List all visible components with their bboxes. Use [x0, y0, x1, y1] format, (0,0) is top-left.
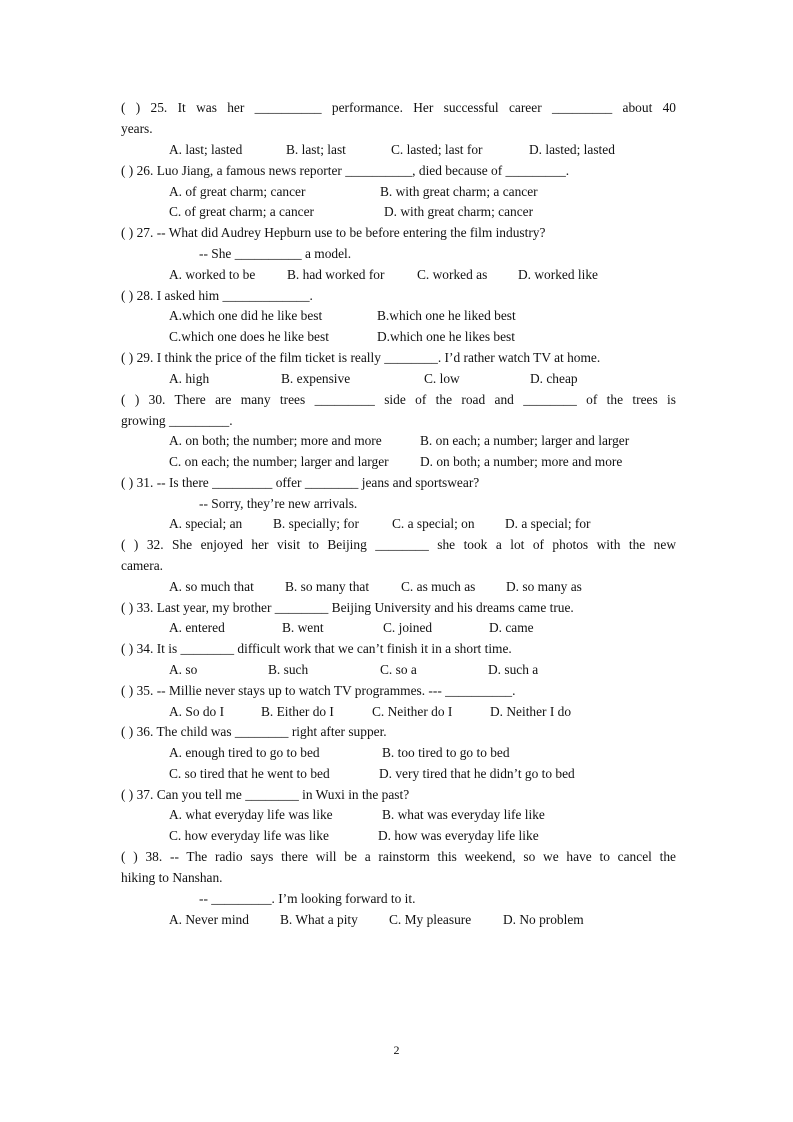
question-34-option-c[interactable]: C. so a	[380, 662, 417, 677]
question-26-option-c[interactable]: C. of great charm; a cancer	[169, 204, 314, 219]
question-36-option-d[interactable]: D. very tired that he didn’t go to bed	[379, 766, 575, 781]
question-30-option-a[interactable]: A. on both; the number; more and more	[169, 433, 382, 448]
question-36-stem: ( ) 36. The child was ________ right after supper.	[121, 724, 387, 739]
question-31-stem: ( ) 31. -- Is there _________ offer ________ jeans and sportswear?	[121, 475, 480, 490]
question-27-option-d[interactable]: D. worked like	[518, 267, 598, 282]
question-34-option-b[interactable]: B. such	[268, 662, 309, 677]
question-38-option-d[interactable]: D. No problem	[503, 912, 584, 927]
question-29-option-c[interactable]: C. low	[424, 371, 460, 386]
question-38-option-c[interactable]: C. My pleasure	[389, 912, 472, 927]
question-31-stem-cont: -- Sorry, they’re new arrivals.	[199, 496, 358, 511]
question-25-stem-cont: years.	[121, 121, 153, 136]
question-30-option-b[interactable]: B. on each; a number; larger and larger	[420, 433, 630, 448]
question-32-stem: ( ) 32. She enjoyed her visit to Beijing ________ she took a lot of photos with the new	[121, 537, 676, 552]
question-30-stem: ( ) 30. There are many trees _________ side of the road and ________ of the trees is	[121, 392, 676, 407]
question-37-option-c[interactable]: C. how everyday life was like	[169, 828, 329, 843]
question-26-stem: ( ) 26. Luo Jiang, a famous news reporter __________, died because of _________.	[121, 163, 570, 178]
question-27-stem-cont: -- She __________ a model.	[199, 246, 352, 261]
question-28-option-d[interactable]: D.which one he likes best	[377, 329, 515, 344]
question-34-stem: ( ) 34. It is ________ difficult work that we can’t finish it in a short time.	[121, 641, 512, 656]
question-35-stem: ( ) 35. -- Millie never stays up to watch TV programmes. --- __________.	[121, 683, 516, 698]
question-29-stem: ( ) 29. I think the price of the film ticket is really ________. I’d rather watch TV at home.	[121, 350, 601, 365]
question-33-option-c[interactable]: C. joined	[383, 620, 433, 635]
question-31-option-b[interactable]: B. specially; for	[273, 516, 359, 531]
question-32-option-d[interactable]: D. so many as	[506, 579, 582, 594]
question-32-option-b[interactable]: B. so many that	[285, 579, 370, 594]
question-37-option-b[interactable]: B. what was everyday life like	[382, 807, 545, 822]
question-36-option-a[interactable]: A. enough tired to go to bed	[169, 745, 320, 760]
question-31-option-a[interactable]: A. special; an	[169, 516, 243, 531]
question-31-option-c[interactable]: C. a special; on	[392, 516, 475, 531]
question-36-option-b[interactable]: B. too tired to go to bed	[382, 745, 510, 760]
question-29-option-b[interactable]: B. expensive	[281, 371, 351, 386]
question-37-option-d[interactable]: D. how was everyday life like	[378, 828, 539, 843]
page-number: 2	[393, 1043, 400, 1057]
question-33-option-b[interactable]: B. went	[282, 620, 324, 635]
question-31-option-d[interactable]: D. a special; for	[505, 516, 591, 531]
question-34-option-a[interactable]: A. so	[169, 662, 198, 677]
question-26-option-a[interactable]: A. of great charm; cancer	[169, 184, 306, 199]
question-34-option-d[interactable]: D. such a	[488, 662, 539, 677]
question-25-option-c[interactable]: C. lasted; last for	[391, 142, 483, 157]
question-35-option-b[interactable]: B. Either do I	[261, 704, 334, 719]
question-30-stem-cont: growing _________.	[121, 413, 233, 428]
question-27-option-c[interactable]: C. worked as	[417, 267, 488, 282]
question-28-option-b[interactable]: B.which one he liked best	[377, 308, 516, 323]
question-25-stem: ( ) 25. It was her __________ performance. Her successful career _________ about 40	[121, 100, 676, 115]
question-25-option-d[interactable]: D. lasted; lasted	[529, 142, 615, 157]
question-33-stem: ( ) 33. Last year, my brother ________ Beijing University and his dreams came true.	[121, 600, 574, 615]
question-32-option-c[interactable]: C. as much as	[401, 579, 476, 594]
question-35-option-a[interactable]: A. So do I	[169, 704, 225, 719]
question-35-option-d[interactable]: D. Neither I do	[490, 704, 572, 719]
question-33-option-d[interactable]: D. came	[489, 620, 534, 635]
question-38-stem-cont: hiking to Nanshan.	[121, 870, 223, 885]
question-28-stem: ( ) 28. I asked him _____________.	[121, 288, 313, 303]
question-26-option-d[interactable]: D. with great charm; cancer	[384, 204, 534, 219]
question-33-option-a[interactable]: A. entered	[169, 620, 225, 635]
question-27-stem: ( ) 27. -- What did Audrey Hepburn use to be before entering the film industry?	[121, 225, 546, 240]
question-37-stem: ( ) 37. Can you tell me ________ in Wuxi in the past?	[121, 787, 410, 802]
question-38-stem: ( ) 38. -- The radio says there will be a rainstorm this weekend, so we have to cancel the	[121, 849, 676, 864]
question-29-option-d[interactable]: D. cheap	[530, 371, 578, 386]
question-36-option-c[interactable]: C. so tired that he went to bed	[169, 766, 330, 781]
question-30-option-c[interactable]: C. on each; the number; larger and larger	[169, 454, 389, 469]
question-27-option-a[interactable]: A. worked to be	[169, 267, 256, 282]
question-28-option-a[interactable]: A.which one did he like best	[169, 308, 323, 323]
question-28-option-c[interactable]: C.which one does he like best	[169, 329, 329, 344]
question-32-option-a[interactable]: A. so much that	[169, 579, 254, 594]
question-25-option-b[interactable]: B. last; last	[286, 142, 346, 157]
question-38-option-b[interactable]: B. What a pity	[280, 912, 358, 927]
question-37-option-a[interactable]: A. what everyday life was like	[169, 807, 333, 822]
question-27-option-b[interactable]: B. had worked for	[287, 267, 385, 282]
question-30-option-d[interactable]: D. on both; a number; more and more	[420, 454, 623, 469]
question-29-option-a[interactable]: A. high	[169, 371, 210, 386]
question-35-option-c[interactable]: C. Neither do I	[372, 704, 453, 719]
question-38-stem-reply: -- _________. I’m looking forward to it.	[199, 891, 416, 906]
question-38-option-a[interactable]: A. Never mind	[169, 912, 249, 927]
question-25-option-a[interactable]: A. last; lasted	[169, 142, 243, 157]
question-26-option-b[interactable]: B. with great charm; a cancer	[380, 184, 538, 199]
question-32-stem-cont: camera.	[121, 558, 163, 573]
